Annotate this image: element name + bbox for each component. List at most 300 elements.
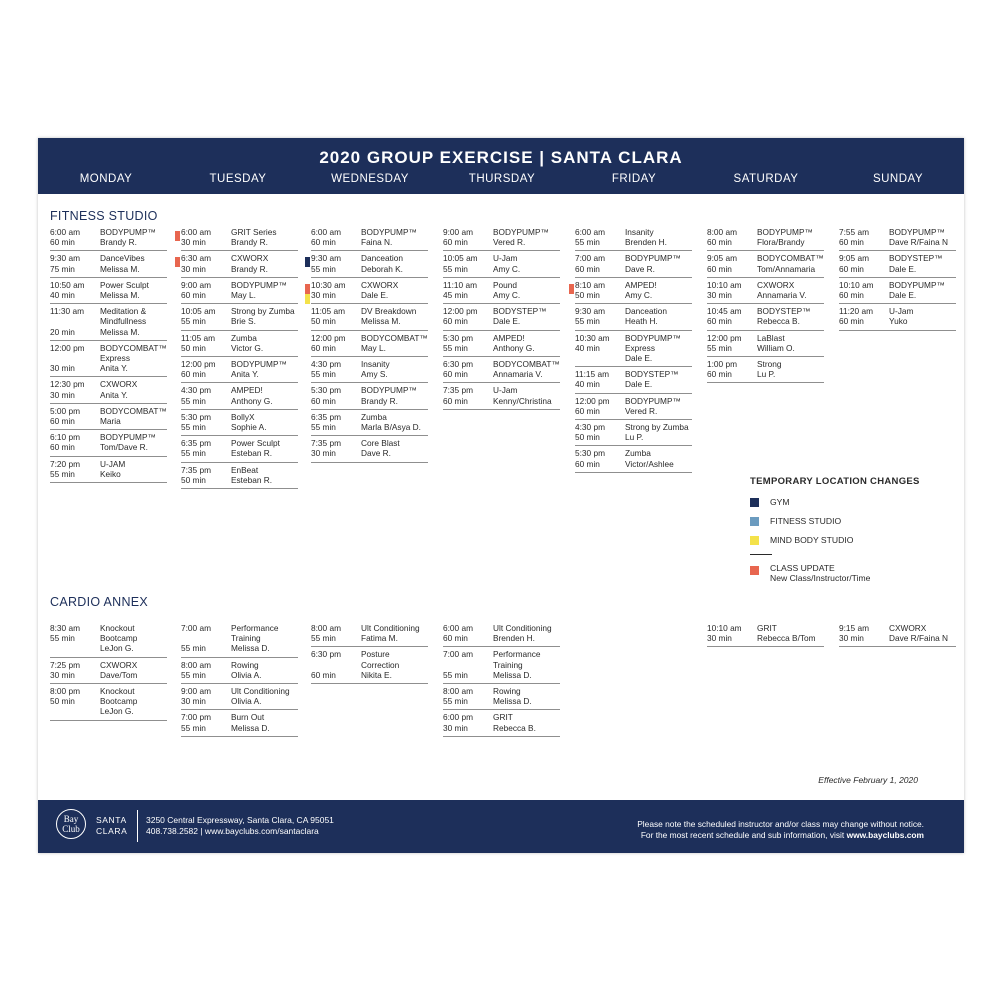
class-instructor: Flora/Brandy [757, 237, 805, 248]
class-time: 12:00 pm [707, 332, 742, 343]
class-time: 11:20 am [839, 306, 873, 317]
class-instructor: Dale E. [889, 290, 917, 301]
class-duration: 60 min [707, 263, 732, 274]
class-instructor: Brandy R. [231, 237, 268, 248]
class-entry [50, 457, 167, 483]
class-time-block [181, 712, 231, 732]
class-instructor: Melissa M. [100, 326, 140, 337]
class-entry [443, 331, 560, 357]
class-time: 6:30 pm [443, 359, 473, 370]
class-duration: 55 min [311, 369, 336, 380]
class-time-block [443, 280, 493, 300]
class-instructor: LeJon G. [100, 706, 134, 717]
class-duration: 60 min [443, 237, 468, 248]
class-duration: 30 min [839, 633, 864, 644]
class-name: Knockout Bootcamp [100, 686, 138, 707]
fitness_studio-column-saturday [707, 225, 824, 383]
class-entry [50, 225, 167, 251]
class-time: 6:00 pm [443, 712, 473, 723]
class-name: BODYPUMP™ [625, 395, 681, 406]
class-time: 10:30 am [311, 279, 346, 290]
class-name: BODYPUMP™ [100, 432, 156, 443]
class-info [361, 280, 428, 300]
class-entry [707, 225, 824, 251]
class-time: 7:35 pm [311, 438, 341, 449]
class-duration: 60 min [311, 237, 336, 248]
fitness_studio-column-wednesday [311, 225, 428, 463]
class-time: 7:00 am [181, 623, 211, 633]
class-info [361, 412, 428, 432]
class-instructor: Dale E. [625, 379, 653, 390]
class-duration: 55 min [181, 669, 206, 680]
class-duration: 55 min [50, 633, 75, 644]
class-entry [181, 710, 298, 736]
class-info [100, 406, 167, 426]
duration-spacer [181, 633, 231, 643]
class-instructor: Amy C. [625, 290, 653, 301]
class-info [100, 459, 167, 479]
class-info [231, 412, 298, 432]
fitness_studio-column-monday [50, 225, 167, 483]
class-duration: 55 min [50, 468, 75, 479]
note-line-2 [637, 830, 924, 841]
class-duration: 50 min [50, 696, 75, 707]
class-instructor: Dale E. [625, 353, 653, 364]
class-info [493, 280, 560, 300]
class-duration: 55 min [181, 448, 206, 459]
day-saturday: SATURDAY [733, 173, 799, 185]
class-time-block [311, 438, 361, 458]
class-instructor: Dale E. [889, 263, 917, 274]
class-name: Burn Out [231, 712, 265, 723]
class-info [361, 385, 428, 405]
class-name: Power Sculpt [100, 279, 149, 290]
class-duration: 60 min [707, 316, 732, 327]
class-duration: 55 min [707, 342, 732, 353]
class-duration: 60 min [707, 237, 732, 248]
class-time: 8:00 am [443, 686, 473, 697]
class-instructor: Maria [100, 416, 121, 427]
class-time-block [839, 623, 889, 643]
class-duration: 30 min [50, 669, 75, 680]
class-name: AMPED! [493, 332, 525, 343]
class-time-block [50, 306, 100, 337]
note-prefix: For the most recent schedule and sub information, visit [640, 830, 845, 840]
class-info [231, 465, 298, 485]
class-entry [50, 658, 167, 684]
class-name: DV Breakdown [361, 306, 417, 317]
class-time: 8:30 am [50, 623, 80, 633]
class-time: 6:00 am [443, 623, 473, 633]
gym-swatch [750, 498, 759, 507]
class-name: CXWORX [100, 659, 138, 670]
day-wednesday: WEDNESDAY [331, 173, 409, 185]
class-instructor: Melissa D. [493, 696, 532, 707]
logo-line-2: Club [62, 824, 80, 834]
class-time: 12:00 pm [575, 395, 610, 406]
class-time-block [839, 227, 889, 247]
effective-date: Effective February 1, 2020 [818, 775, 918, 785]
cardio_annex-column-saturday [707, 621, 824, 647]
class-instructor: Victor G. [231, 342, 264, 353]
class-name: Performance Training [493, 649, 541, 670]
class-time: 8:00 am [311, 623, 341, 633]
class-time: 4:30 pm [311, 359, 341, 370]
class-entry [575, 225, 692, 251]
class-instructor: May L. [231, 290, 256, 301]
class-entry [443, 357, 560, 383]
class-instructor: Marla B/Asya D. [361, 422, 421, 433]
class-time-block [443, 623, 493, 643]
class-entry [443, 710, 560, 736]
class-name: U-Jam [889, 306, 914, 317]
class-duration: 45 min [443, 290, 468, 301]
class-instructor: May L. [361, 342, 386, 353]
class-duration: 60 min [839, 263, 864, 274]
class-entry [181, 304, 298, 330]
class-time: 6:30 pm [311, 649, 341, 660]
class-time-block [443, 712, 493, 732]
class-name: Zumba [231, 332, 257, 343]
class-name: Power Sculpt [231, 438, 280, 449]
class-duration: 30 min [181, 263, 206, 274]
class-time: 4:30 pm [575, 422, 605, 433]
class-instructor: Dave R. [361, 448, 391, 459]
class-time-block [443, 333, 493, 353]
class-entry [50, 430, 167, 456]
class-entry [311, 251, 428, 277]
class-instructor: Dale E. [361, 290, 389, 301]
class-time-block [50, 623, 100, 654]
class-instructor: Anthony G. [231, 395, 273, 406]
class-entry [707, 621, 824, 647]
class-instructor: Melissa M. [100, 263, 140, 274]
class-time: 9:15 am [839, 623, 869, 633]
class-entry [50, 304, 167, 341]
class-update-marker [569, 284, 574, 294]
class-info [493, 385, 560, 405]
class-info [100, 623, 167, 654]
class-info [493, 306, 560, 326]
class-duration: 60 min [311, 669, 336, 680]
class-info [231, 253, 298, 273]
class-name: CXWORX [889, 623, 927, 633]
class-instructor: Olivia A. [231, 696, 262, 707]
class-time-block [50, 227, 100, 247]
class-entry [443, 225, 560, 251]
class-entry [50, 278, 167, 304]
class-duration: 60 min [443, 395, 468, 406]
class-instructor: Tom/Annamaria [757, 263, 816, 274]
class-info [100, 660, 167, 680]
class-entry [181, 410, 298, 436]
class-name: BODYCOMBAT™ [361, 332, 428, 343]
class-info [231, 438, 298, 458]
duration-spacer [50, 316, 100, 326]
class-entry [50, 684, 167, 721]
class-instructor: Esteban R. [231, 448, 273, 459]
class-info [361, 623, 428, 643]
class-duration: 50 min [575, 290, 600, 301]
class-entry [311, 410, 428, 436]
class-time-block [50, 253, 100, 273]
logo-line-1: Bay [63, 814, 79, 824]
mind-body-marker [305, 294, 310, 304]
class-info [493, 623, 560, 643]
class-duration: 55 min [575, 316, 600, 327]
class-time-block [181, 686, 231, 706]
class-instructor: Melissa D. [231, 643, 270, 654]
class-time-block [443, 686, 493, 706]
cardio_annex-column-monday [50, 621, 167, 721]
class-name: BollyX [231, 411, 255, 422]
club-address [146, 815, 334, 837]
class-info [100, 280, 167, 300]
class-instructor: Amy S. [361, 369, 388, 380]
class-info [493, 253, 560, 273]
class-duration: 60 min [839, 237, 864, 248]
class-info [231, 385, 298, 405]
class-entry [181, 251, 298, 277]
class-time-block [50, 280, 100, 300]
class-time: 6:00 am [181, 227, 211, 237]
class-duration: 60 min [839, 316, 864, 327]
class-name: Zumba [625, 448, 651, 459]
class-entry [181, 278, 298, 304]
class-time: 6:35 pm [181, 438, 211, 449]
cardio_annex-column-tuesday [181, 621, 298, 737]
class-time-block [311, 227, 361, 247]
day-friday: FRIDAY [611, 173, 657, 185]
class-instructor: Dave/Tom [100, 669, 138, 680]
class-time-block [50, 432, 100, 452]
class-time-block [707, 227, 757, 247]
class-update-marker [305, 284, 310, 294]
footer-bar [38, 800, 964, 853]
fitness-studio-title: FITNESS STUDIO [50, 209, 158, 223]
class-info [889, 227, 956, 247]
bay-club-logo [56, 809, 86, 839]
class-instructor: Dave R/Faina N [889, 237, 949, 248]
class-entry [181, 463, 298, 489]
class-duration: 60 min [575, 263, 600, 274]
website-link[interactable]: www.bayclubs.com [846, 830, 924, 840]
class-entry [181, 225, 298, 251]
class-time-block [707, 359, 757, 379]
class-entry [181, 658, 298, 684]
class-duration: 20 min [50, 326, 75, 337]
class-time-block [311, 359, 361, 379]
class-info [757, 227, 824, 247]
class-time-block [443, 385, 493, 405]
note-line-1: Please note the scheduled instructor and/or class may change without notice. [637, 819, 924, 829]
class-time-block [181, 412, 231, 432]
class-entry [311, 383, 428, 409]
class-time-block [311, 253, 361, 273]
class-entry [50, 251, 167, 277]
class-name: AMPED! [231, 385, 263, 396]
class-entry [707, 357, 824, 383]
class-time: 11:05 am [311, 306, 345, 317]
class-name: CXWORX [100, 379, 138, 390]
class-name: U-JAM [100, 458, 126, 469]
class-time: 12:00 pm [181, 359, 216, 370]
class-instructor: Dale E. [493, 316, 521, 327]
class-entry [575, 278, 692, 304]
class-time-block [311, 412, 361, 432]
class-entry [311, 436, 428, 462]
class-duration: 60 min [50, 442, 75, 453]
class-instructor: Fatima M. [361, 633, 398, 644]
cardio-annex-title: CARDIO ANNEX [50, 595, 149, 609]
class-instructor: Anthony G. [493, 342, 535, 353]
class-info [231, 623, 298, 654]
class-time-block [181, 253, 231, 273]
class-time-block [575, 448, 625, 468]
class-info [100, 432, 167, 452]
class-info [361, 253, 428, 273]
class-name: Insanity [361, 359, 390, 370]
class-entry [575, 367, 692, 393]
class-instructor: Rebecca B. [757, 316, 800, 327]
class-duration: 40 min [575, 379, 600, 390]
class-instructor: Brenden H. [625, 237, 667, 248]
class-info [493, 227, 560, 247]
class-time-block [181, 306, 231, 326]
class-instructor: Lu P. [625, 432, 644, 443]
class-info [493, 333, 560, 353]
class-info [100, 343, 167, 374]
class-info [625, 253, 692, 273]
class-time-block [575, 253, 625, 273]
class-duration: 40 min [50, 290, 75, 301]
class-instructor: Deborah K. [361, 263, 403, 274]
class-instructor: Olivia A. [231, 669, 262, 680]
class-duration: 30 min [311, 448, 336, 459]
class-info [625, 280, 692, 300]
class-info [361, 359, 428, 379]
mind-body-swatch [750, 536, 759, 545]
class-duration: 60 min [575, 405, 600, 416]
class-time: 10:30 am [575, 332, 610, 343]
class-instructor: Lu P. [757, 369, 776, 380]
class-time-block [311, 333, 361, 353]
class-time-block [50, 379, 100, 399]
class-time: 9:05 am [839, 253, 869, 264]
class-info [889, 253, 956, 273]
class-time: 6:10 pm [50, 432, 80, 443]
gym-marker [305, 257, 310, 267]
class-time: 8:00 pm [50, 686, 80, 697]
class-entry [443, 278, 560, 304]
class-instructor: Melissa M. [361, 316, 401, 327]
legend-gym-label: GYM [770, 497, 790, 507]
class-time-block [707, 306, 757, 326]
class-name: Danceation [361, 253, 403, 264]
class-time-block [181, 359, 231, 379]
class-time: 7:00 am [575, 253, 605, 264]
day-monday: MONDAY [79, 173, 133, 185]
class-name: BODYSTEP™ [625, 369, 679, 380]
class-info [493, 359, 560, 379]
class-entry [50, 621, 167, 658]
class-instructor: Annamaria V. [493, 369, 543, 380]
class-time: 12:30 pm [50, 379, 85, 390]
class-time: 6:35 pm [311, 411, 341, 422]
class-time-block [575, 333, 625, 364]
class-name: CXWORX [361, 279, 399, 290]
class-info [757, 623, 824, 643]
class-update-swatch [750, 566, 759, 575]
class-info [757, 333, 824, 353]
class-info [231, 686, 298, 706]
class-duration: 30 min [181, 696, 206, 707]
class-entry [575, 394, 692, 420]
class-time-block [443, 649, 493, 680]
class-duration: 55 min [575, 237, 600, 248]
class-name: BODYSTEP™ [757, 306, 811, 317]
class-time: 9:30 am [575, 306, 605, 317]
class-info [757, 280, 824, 300]
class-instructor: Sophie A. [231, 422, 267, 433]
class-time-block [575, 227, 625, 247]
class-entry [707, 331, 824, 357]
class-entry [50, 404, 167, 430]
class-instructor: Brandy R. [100, 237, 137, 248]
class-time: 10:05 am [181, 306, 216, 317]
class-info [361, 333, 428, 353]
duration-spacer [311, 660, 361, 670]
contact-line[interactable]: 408.738.2582 | www.bayclubs.com/santaclara [146, 826, 319, 836]
class-duration: 55 min [181, 422, 206, 433]
class-duration: 50 min [181, 342, 206, 353]
class-info [231, 660, 298, 680]
class-duration: 75 min [50, 263, 75, 274]
class-info [625, 396, 692, 416]
day-sunday: SUNDAY [872, 173, 924, 185]
class-entry [839, 225, 956, 251]
class-name: Rowing [493, 686, 521, 697]
class-time: 9:30 am [311, 253, 341, 264]
class-entry [443, 684, 560, 710]
duration-spacer [443, 660, 493, 670]
class-duration: 55 min [443, 342, 468, 353]
class-info [493, 686, 560, 706]
class-duration: 30 min [311, 290, 336, 301]
legend-title: TEMPORARY LOCATION CHANGES [750, 476, 920, 487]
class-time: 10:10 am [707, 623, 742, 633]
class-entry [50, 341, 167, 378]
class-time-block [575, 369, 625, 389]
class-time-block [707, 333, 757, 353]
class-instructor: Anita Y. [231, 369, 259, 380]
class-time: 9:00 am [443, 227, 473, 237]
class-time: 10:05 am [443, 253, 478, 264]
class-entry [311, 304, 428, 330]
class-entry [181, 331, 298, 357]
class-instructor: Victor/Ashlee [625, 458, 674, 469]
class-instructor: Dave R. [625, 263, 655, 274]
class-name: BODYPUMP™ [889, 279, 945, 290]
class-name: Pound [493, 279, 517, 290]
class-instructor: Melissa D. [493, 669, 532, 680]
class-entry [839, 304, 956, 330]
fitness_studio-column-friday [575, 225, 692, 473]
class-duration: 55 min [311, 263, 336, 274]
class-time-block [181, 280, 231, 300]
class-time: 9:00 am [181, 279, 211, 290]
class-name: U-Jam [493, 253, 518, 264]
